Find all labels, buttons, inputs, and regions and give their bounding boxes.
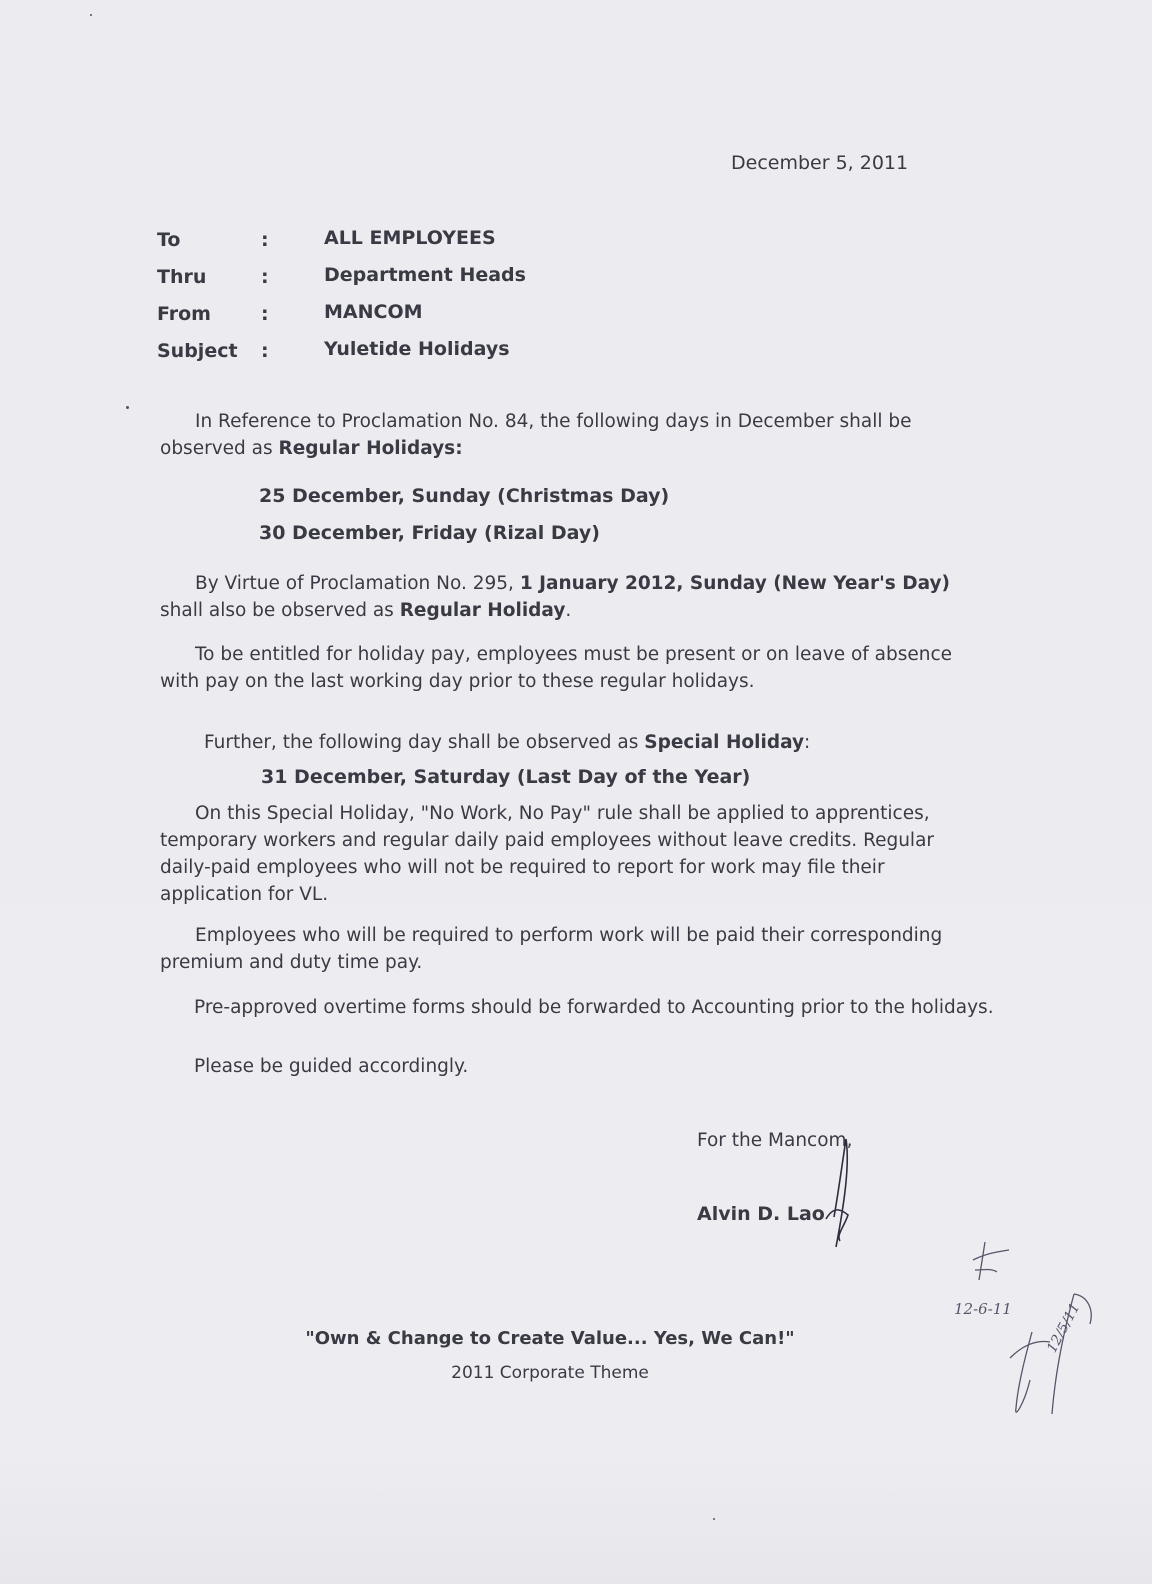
header-to-value: ALL EMPLOYEES bbox=[324, 227, 496, 249]
paragraph-text: . bbox=[565, 600, 572, 621]
paragraph-closing-instruction: Please be guided accordingly. bbox=[194, 1056, 469, 1077]
paragraph-holiday-pay: To be entitled for holiday pay, employees must be present or on leave of absence with pay on the last working day prior to these regular holidays. bbox=[160, 644, 953, 692]
paragraph-text: shall also be observed as bbox=[160, 600, 400, 621]
paragraph-text: : bbox=[804, 732, 811, 753]
header-separator: : bbox=[261, 229, 269, 251]
regular-holiday-item: 25 December, Sunday (Christmas Day) bbox=[259, 485, 670, 507]
paragraph-no-work-no-pay: On this Special Holiday, "No Work, No Pay" rule shall be applied to apprentices, temporary workers and regular daily paid employees without leave credits. Regular daily-paid employees who will not be required to report for work may file their application for VL. bbox=[160, 803, 935, 905]
closing-line: For the Mancom, bbox=[697, 1130, 853, 1151]
signatory-name: Alvin D. Lao bbox=[697, 1203, 825, 1225]
header-separator: : bbox=[261, 340, 269, 362]
corporate-theme-quote: "Own & Change to Create Value... Yes, We Can!" bbox=[305, 1328, 795, 1349]
paragraph-overtime-forms: Pre-approved overtime forms should be forwarded to Accounting prior to the holidays. bbox=[194, 997, 994, 1018]
corporate-theme-caption: 2011 Corporate Theme bbox=[451, 1363, 649, 1383]
header-thru-label: Thru bbox=[157, 266, 207, 288]
paragraph-new-year bbox=[160, 570, 990, 624]
header-subject-label: Subject bbox=[157, 340, 238, 362]
paragraph-bold-text: 1 January 2012, Sunday (New Year's Day) bbox=[519, 573, 950, 594]
paragraph-bold-text: Regular Holiday bbox=[399, 600, 566, 621]
signature-scribble bbox=[822, 1135, 862, 1255]
paragraph-work-premium: Employees who will be required to perform work will be paid their corresponding premium and duty time pay. bbox=[160, 925, 943, 973]
paragraph-bold-text: Special Holiday bbox=[644, 732, 805, 753]
paragraph-regular-holidays-intro bbox=[160, 408, 990, 462]
header-separator: : bbox=[261, 266, 269, 288]
scan-speck bbox=[126, 406, 129, 409]
special-holiday-item: 31 December, Saturday (Last Day of the Year) bbox=[261, 766, 751, 788]
handwritten-second-date: 12/5/11 bbox=[1044, 1300, 1084, 1356]
header-from-label: From bbox=[157, 303, 211, 325]
scan-speck bbox=[90, 14, 92, 16]
handwritten-initial bbox=[955, 1240, 1025, 1290]
header-thru-value: Department Heads bbox=[324, 264, 526, 286]
handwritten-initial-date: 12-6-11 bbox=[954, 1300, 1012, 1318]
header-separator: : bbox=[261, 303, 269, 325]
paragraph-text: Further, the following day shall be observed as bbox=[204, 732, 645, 753]
memo-date: December 5, 2011 bbox=[731, 152, 909, 174]
header-subject-value: Yuletide Holidays bbox=[324, 338, 510, 360]
paragraph-text: By Virtue of Proclamation No. 295, bbox=[195, 573, 520, 594]
regular-holiday-item: 30 December, Friday (Rizal Day) bbox=[259, 522, 600, 544]
header-from-value: MANCOM bbox=[324, 301, 423, 323]
paragraph-text: In Reference to Proclamation No. 84, the following days in December shall be observed as bbox=[160, 411, 912, 459]
paragraph-special-holiday-intro bbox=[160, 729, 990, 756]
scan-speck bbox=[713, 1518, 715, 1520]
paragraph-bold-text: Regular Holidays: bbox=[278, 438, 463, 459]
handwritten-signature bbox=[1004, 1284, 1114, 1424]
header-to-label: To bbox=[157, 229, 181, 251]
